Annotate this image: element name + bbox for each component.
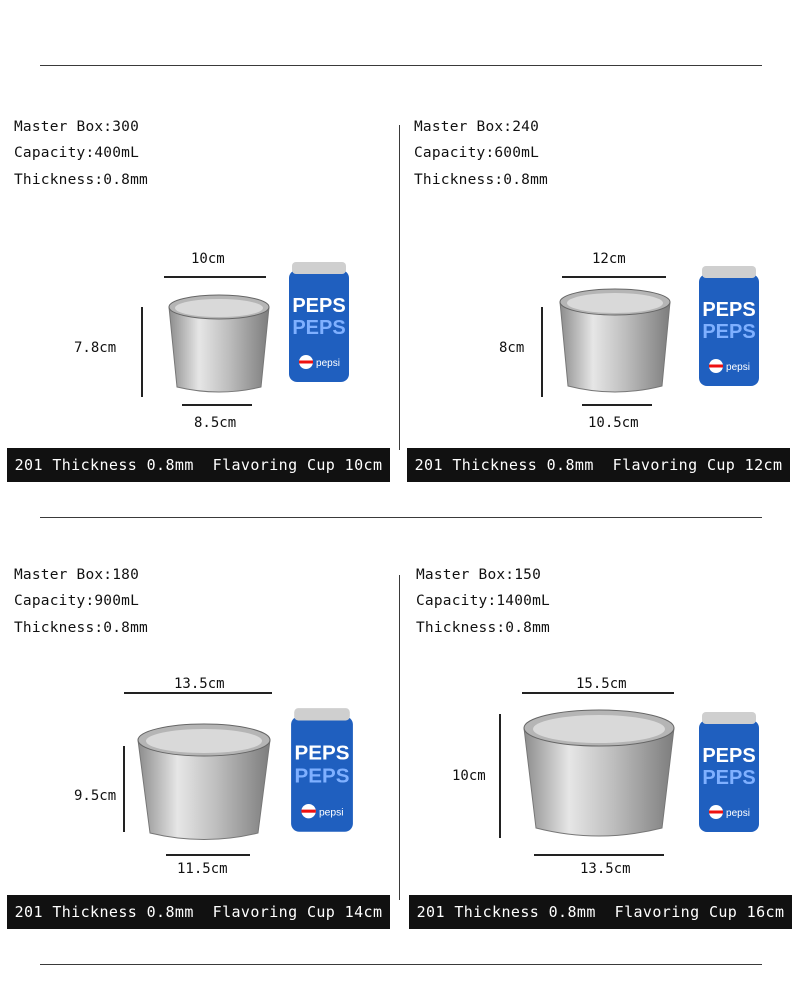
thickness-text: Thickness:0.8mm: [14, 172, 148, 188]
product-panel-14cm: [14, 558, 399, 998]
height-label: 8cm: [499, 340, 525, 356]
can-logo-text: pepsi: [726, 362, 750, 373]
can-brand-text: PEPS: [294, 741, 350, 765]
height-label: 7.8cm: [74, 340, 117, 356]
bottom-width-label: 13.5cm: [580, 861, 631, 877]
master-box-text: Master Box:150: [416, 567, 542, 583]
can-brand-text: PEPS: [702, 299, 756, 321]
product-banner: 201 Thickness 0.8mm Flavoring Cup 16cm: [409, 895, 792, 929]
capacity-text: Capacity:600mL: [414, 145, 540, 161]
can-brand-text: PEPS: [702, 745, 756, 767]
can-logo-text: pepsi: [726, 808, 750, 819]
top-width-line: [124, 692, 272, 694]
capacity-text: Capacity:900mL: [14, 593, 140, 609]
can-brand-text: PEPS: [292, 295, 346, 317]
steel-cup-image: [520, 704, 678, 846]
svg-text:PEPS: PEPS: [702, 767, 756, 789]
capacity-text: Capacity:1400mL: [416, 593, 550, 609]
capacity-text: Capacity:400mL: [14, 145, 140, 161]
pepsi-can-image: [286, 262, 352, 386]
top-width-line: [562, 276, 666, 278]
steel-cup-image: [556, 286, 674, 404]
pepsi-can-image: [696, 266, 762, 390]
top-width-label: 15.5cm: [576, 676, 627, 692]
height-line: [541, 307, 543, 397]
thickness-text: Thickness:0.8mm: [14, 620, 148, 636]
top-width-label: 10cm: [191, 251, 225, 267]
top-width-line: [522, 692, 674, 694]
bottom-width-line: [534, 854, 664, 856]
height-line: [141, 307, 143, 397]
bottom-width-line: [582, 404, 652, 406]
height-label: 10cm: [452, 768, 486, 784]
master-box-text: Master Box:180: [14, 567, 140, 583]
master-box-text: Master Box:300: [14, 119, 140, 135]
bottom-width-line: [182, 404, 252, 406]
product-banner: 201 Thickness 0.8mm Flavoring Cup 10cm: [7, 448, 390, 482]
thickness-text: Thickness:0.8mm: [414, 172, 548, 188]
top-width-line: [164, 276, 266, 278]
product-panel-16cm: [416, 558, 800, 998]
svg-text:PEPS: PEPS: [294, 764, 350, 788]
product-banner: 201 Thickness 0.8mm Flavoring Cup 14cm: [7, 895, 390, 929]
top-divider: [40, 65, 762, 66]
bottom-width-label: 8.5cm: [194, 415, 237, 431]
thickness-text: Thickness:0.8mm: [416, 620, 550, 636]
steel-cup-image: [164, 292, 274, 402]
bottom-width-label: 10.5cm: [588, 415, 639, 431]
bottom-width-line: [166, 854, 250, 856]
bottom-width-label: 11.5cm: [177, 861, 228, 877]
height-line: [499, 714, 501, 838]
height-label: 9.5cm: [74, 788, 117, 804]
svg-text:PEPS: PEPS: [702, 321, 756, 343]
top-width-label: 13.5cm: [174, 676, 225, 692]
product-panel-12cm: [414, 110, 799, 550]
top-width-label: 12cm: [592, 251, 626, 267]
steel-cup-image: [134, 718, 274, 848]
product-banner: 201 Thickness 0.8mm Flavoring Cup 12cm: [407, 448, 790, 482]
pepsi-can-image: [288, 708, 356, 836]
product-panel-10cm: [14, 110, 399, 550]
svg-text:PEPS: PEPS: [292, 317, 346, 339]
lower-column-divider: [399, 575, 400, 900]
can-logo-text: pepsi: [316, 358, 340, 369]
master-box-text: Master Box:240: [414, 119, 540, 135]
can-logo-text: pepsi: [318, 807, 344, 819]
height-line: [123, 746, 125, 832]
upper-column-divider: [399, 125, 400, 450]
pepsi-can-image: [696, 712, 762, 836]
